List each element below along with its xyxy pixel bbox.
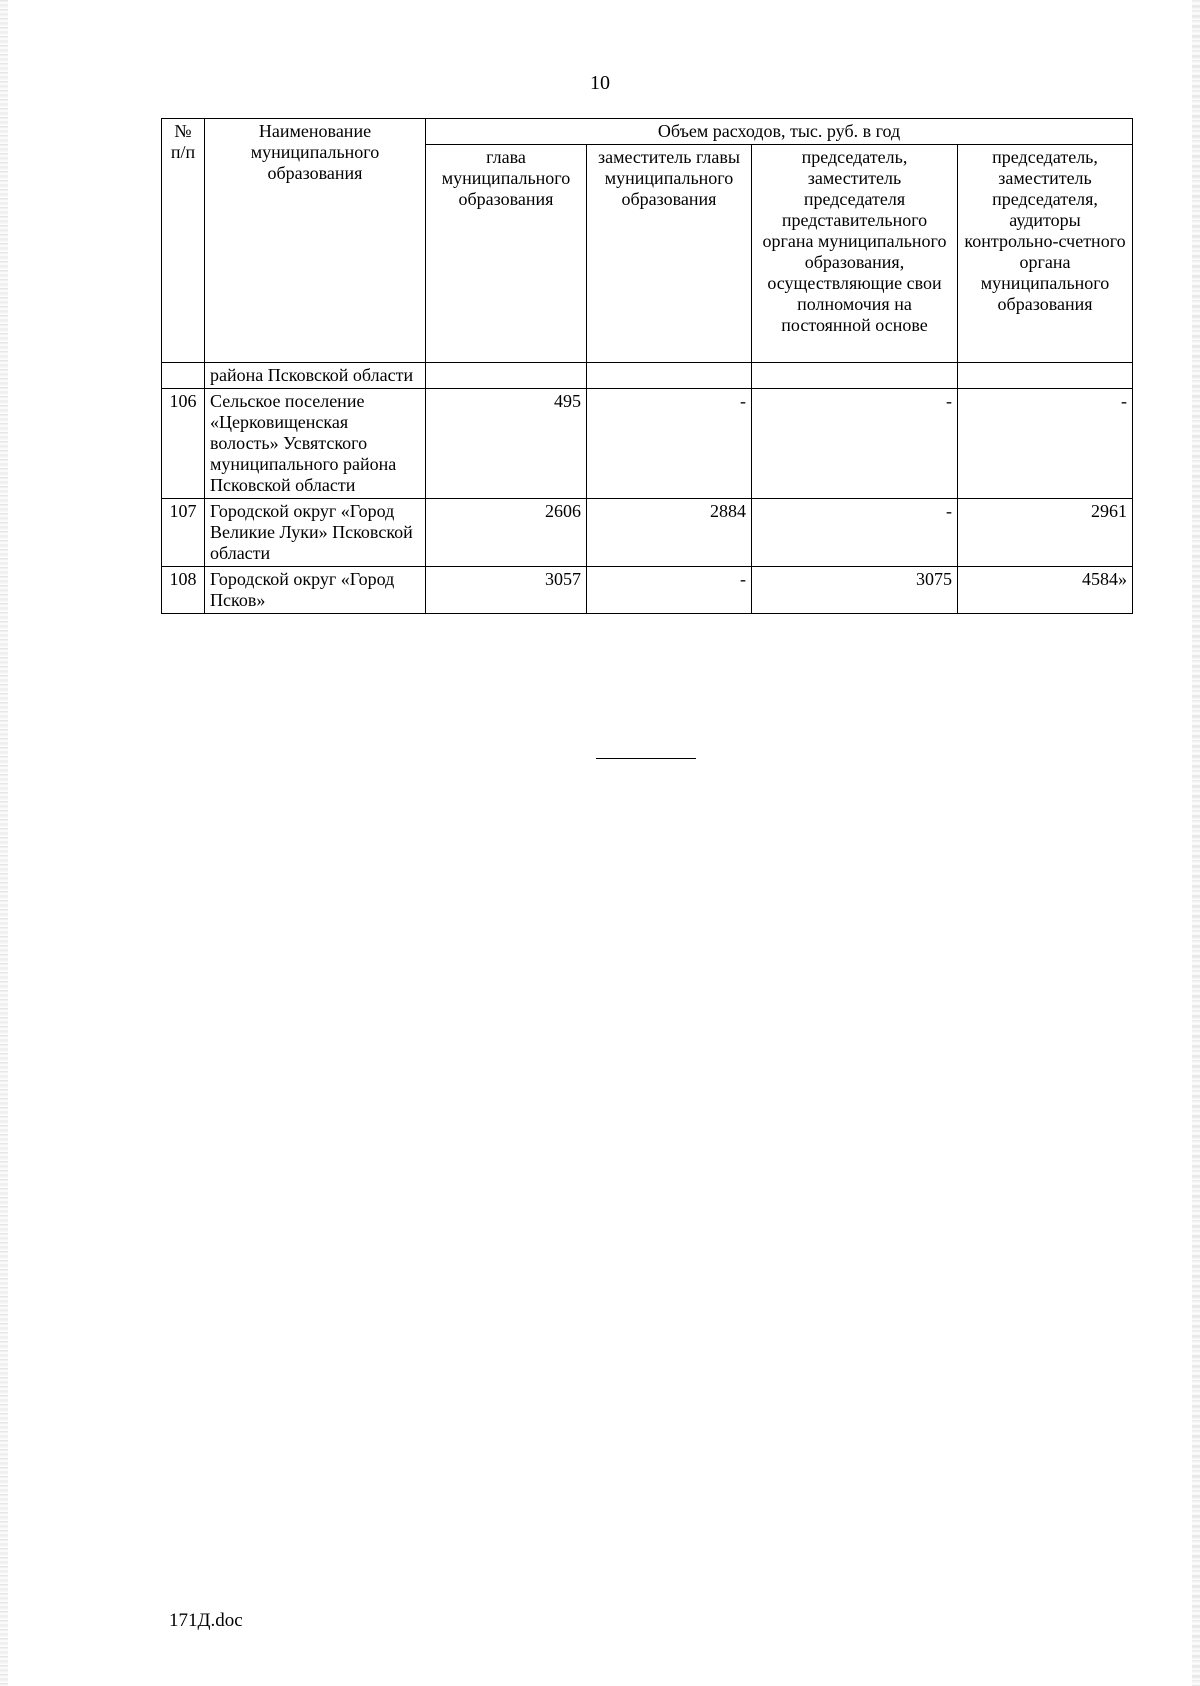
row-value-chair-rep: 3075 xyxy=(752,567,958,614)
header-col-chair-audit-body: председатель, заместитель председателя, аудиторы контрольно-счетного органа муниципального образования xyxy=(958,145,1133,363)
expenses-table xyxy=(161,118,1133,614)
row-value-head: 495 xyxy=(426,389,587,499)
header-row-group xyxy=(162,119,1133,145)
row-value-deputy: - xyxy=(587,389,752,499)
header-col-deputy-head: заместитель главы муниципального образования xyxy=(587,145,752,363)
header-group-expenses: Объем расходов, тыс. руб. в год xyxy=(426,119,1133,145)
row-name: района Псковской области xyxy=(205,363,426,389)
header-num: № п/п xyxy=(162,119,205,363)
scan-edge-left xyxy=(0,0,8,1686)
row-num: 106 xyxy=(162,389,205,499)
row-value-head: 3057 xyxy=(426,567,587,614)
table-row xyxy=(162,363,1133,389)
footer-file-name: 171Д.doc xyxy=(169,1610,243,1631)
row-value-chair-audit: - xyxy=(958,389,1133,499)
row-name: Городской округ «Город Великие Луки» Псковской области xyxy=(205,499,426,567)
header-col-chair-representative-body: председатель, заместитель председателя представительного органа муниципального образования, осуществляющие свои полномочия на постоянной основе xyxy=(752,145,958,363)
scan-edge-right xyxy=(1192,0,1200,1686)
row-num: 107 xyxy=(162,499,205,567)
table-row xyxy=(162,567,1133,614)
table-row xyxy=(162,389,1133,499)
row-value-deputy: 2884 xyxy=(587,499,752,567)
row-num xyxy=(162,363,205,389)
page-number: 10 xyxy=(590,72,610,94)
row-value-chair-audit xyxy=(958,363,1133,389)
row-name: Городской округ «Город Псков» xyxy=(205,567,426,614)
end-separator-line xyxy=(596,758,696,759)
row-value-deputy: - xyxy=(587,567,752,614)
row-name: Сельское поселение «Церковищенская волость» Усвятского муниципального района Псковской области xyxy=(205,389,426,499)
row-value-chair-audit: 2961 xyxy=(958,499,1133,567)
row-num: 108 xyxy=(162,567,205,614)
row-value-head: 2606 xyxy=(426,499,587,567)
header-name: Наименование муниципального образования xyxy=(205,119,426,363)
table-row xyxy=(162,499,1133,567)
row-value-chair-rep: - xyxy=(752,499,958,567)
row-value-chair-rep: - xyxy=(752,389,958,499)
row-value-deputy xyxy=(587,363,752,389)
row-value-chair-audit: 4584» xyxy=(958,567,1133,614)
row-value-chair-rep xyxy=(752,363,958,389)
row-value-head xyxy=(426,363,587,389)
header-col-head-of-municipality: глава муниципального образования xyxy=(426,145,587,363)
